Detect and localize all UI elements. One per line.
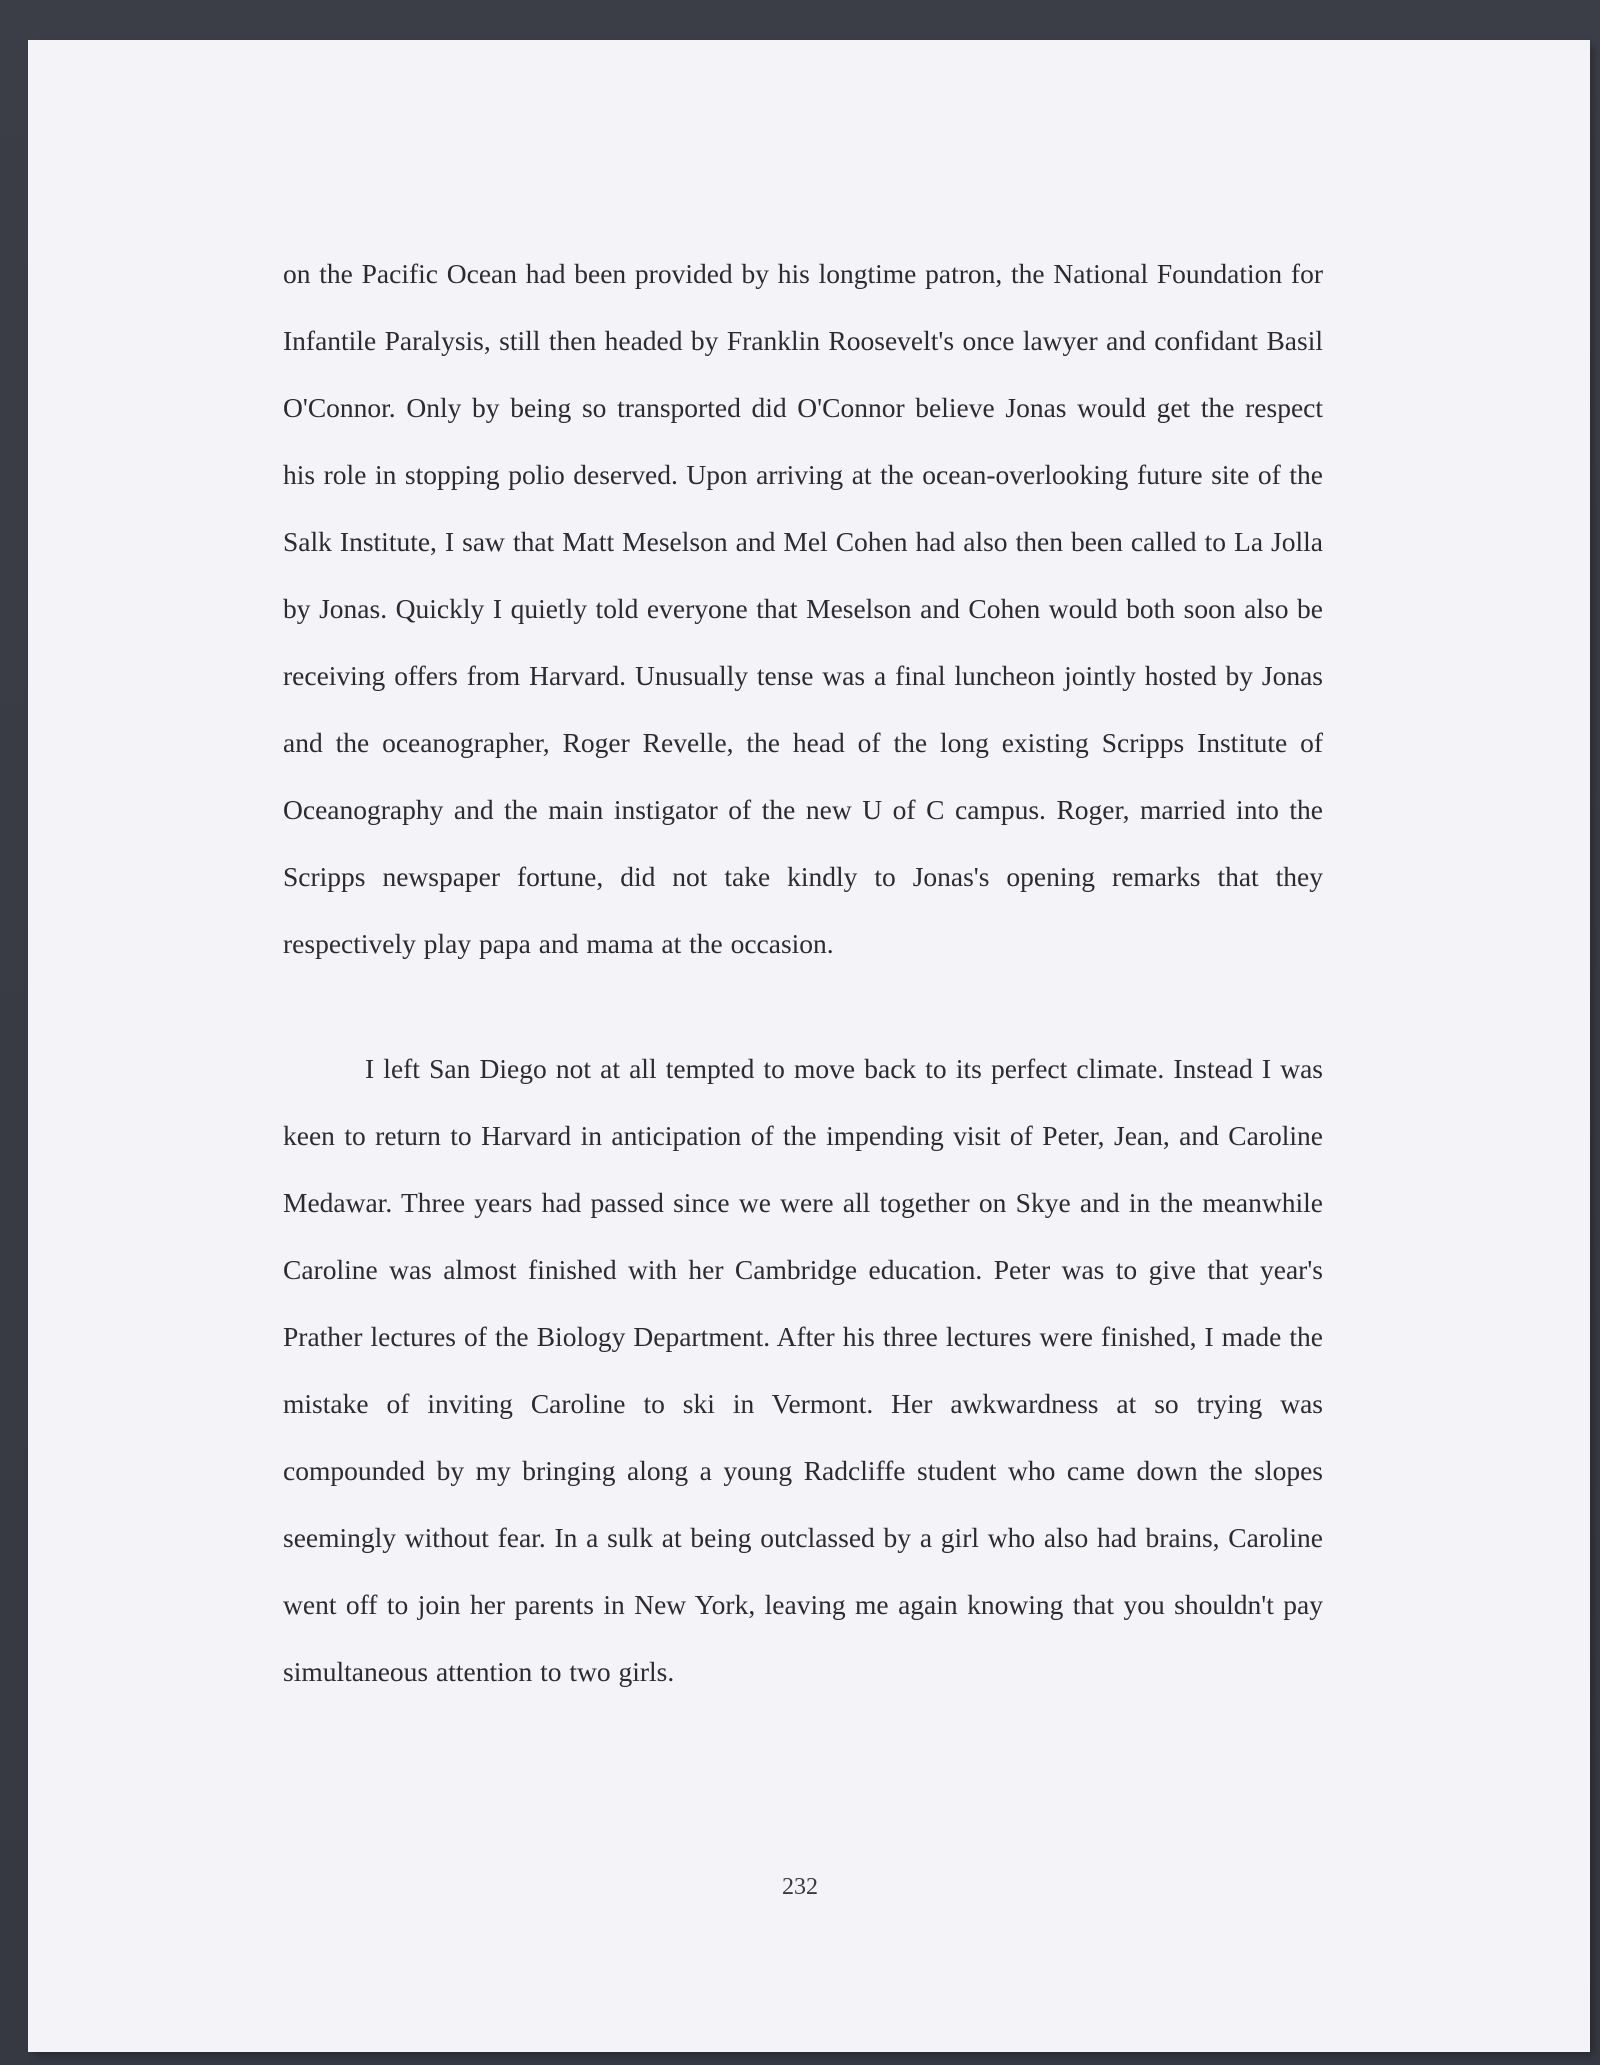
page-number: 232 (782, 1874, 818, 1900)
body-paragraph-2: I left San Diego not at all tempted to move back to its perfect climate. Instead I was keen to return to Harvard in anticipation of the impending visit of Peter, Jean, and Caroline Medawar. Three years had passed since we were all together on Skye and in the meanwhile Caroline was almost finished with her Cambridge education. Peter was to give that year's Prather lectures of the Biology Department. After his three lectures were finished, I made the mistake of inviting Caroline to ski in Vermont. Her awkwardness at so trying was compounded by my bringing along a young Radcliffe student who came down the slopes seemingly without fear. In a sulk at being outclassed by a girl who also had brains, Caroline went off to join her parents in New York, leaving me again knowing that you shouldn't pay simultaneous attention to two girls. (283, 1053, 1323, 1687)
body-paragraph-1: on the Pacific Ocean had been provided by his longtime patron, the National Foundation for Infantile Paralysis, still then headed by Franklin Roosevelt's once lawyer and confidant Basil O'Connor. Only by being so transported did O'Connor believe Jonas would get the respect his role in stopping polio deserved. Upon arriving at the ocean-overlooking future site of the Salk Institute, I saw that Matt Meselson and Mel Cohen had also then been called to La Jolla by Jonas. Quickly I quietly told everyone that Meselson and Cohen would both soon also be receiving offers from Harvard. Unusually tense was a final luncheon jointly hosted by Jonas and the oceanographer, Roger Revelle, the head of the long existing Scripps Institute of Oceanography and the main instigator of the new U of C campus. Roger, married into the Scripps newspaper fortune, did not take kindly to Jonas's opening remarks that they respectively play papa and mama at the occasion. (283, 258, 1323, 959)
